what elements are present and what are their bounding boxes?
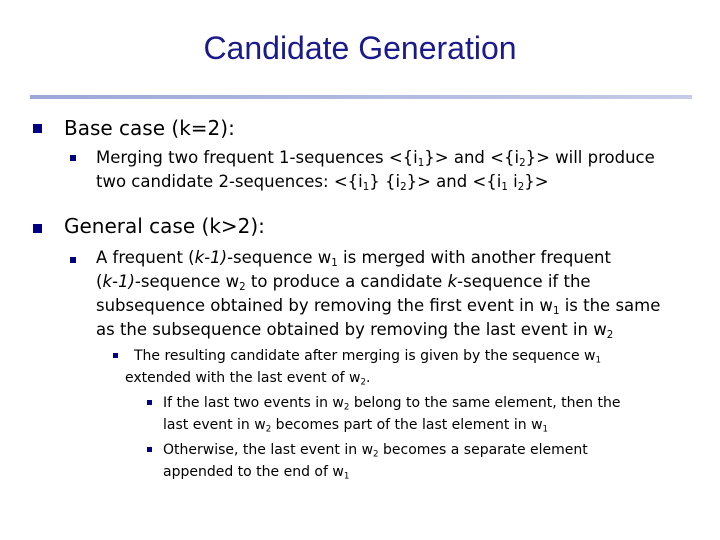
base-case-line-1: Merging two frequent 1-sequences $<\{i_1\}>$ and $<\{i_2\}>$ will produce — [96, 148, 655, 170]
section-heading-base-case: Base case (k=2): — [64, 116, 235, 140]
base-case-line-2: two candidate 2-sequences: $<\{i_1\}$ $\{i_2\}>$ and $<\{i_1$ $i_2\}>$ — [96, 172, 549, 194]
bullet-square-icon — [33, 224, 42, 233]
bullet-square-icon — [33, 124, 42, 133]
bullet-square-icon — [147, 400, 152, 405]
title-divider — [30, 95, 692, 99]
bullet-square-icon — [70, 257, 76, 263]
case-same-element-line-2: last event in $w_2$ becomes part of the last element in $w_1$ — [163, 417, 549, 435]
general-case-line-3: subsequence obtained by removing the first event in $w_1$ is the same — [96, 296, 661, 318]
general-case-line-1: A frequent (k-1)-sequence $w_1$ is merged with another frequent — [96, 248, 611, 270]
bullet-square-icon — [147, 447, 152, 452]
case-same-element-line-1: If the last two events in $w_2$ belong to the same element, then the — [163, 395, 621, 413]
case-separate-element-line-2: appended to the end of $w_1$ — [163, 464, 350, 482]
merge-result-line-2: extended with the last event of $w_2$. — [125, 370, 371, 388]
bullet-square-icon — [113, 353, 118, 358]
section-heading-general-case: General case (k>2): — [64, 214, 265, 238]
general-case-line-2: (k-1)-sequence $w_2$ to produce a candidate k-sequence if the — [96, 272, 591, 294]
case-separate-element-line-1: Otherwise, the last event in $w_2$ becomes a separate element — [163, 442, 588, 460]
slide-title: Candidate Generation — [203, 30, 517, 66]
general-case-line-4: as the subsequence obtained by removing the last event in $w_2$ — [96, 320, 614, 342]
bullet-square-icon — [70, 155, 76, 161]
merge-result-line-1: The resulting candidate after merging is given by the sequence $w_1$ — [134, 348, 602, 366]
